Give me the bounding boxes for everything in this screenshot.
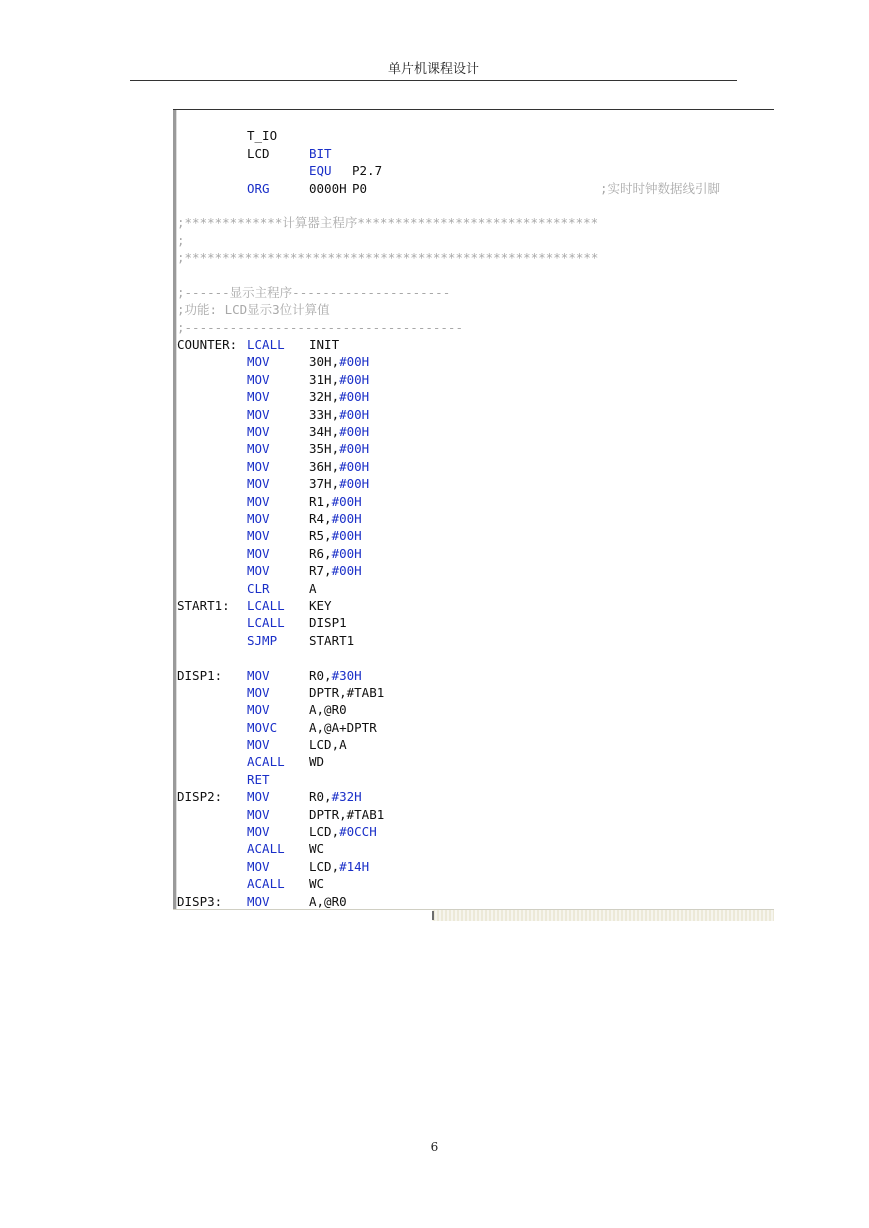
code-operand-text: R5, [309, 528, 332, 544]
code-mnemonic: MOV [247, 806, 270, 822]
code-operand-text: 36H, [309, 458, 340, 474]
comment-line [177, 214, 774, 231]
code-editor[interactable] [173, 109, 774, 921]
code-operand [309, 840, 324, 857]
code-immediate: #14H [339, 858, 370, 874]
code-operand [309, 858, 369, 875]
code-operand-text: R0, [309, 789, 332, 805]
code-operand-text: 32H, [309, 389, 340, 405]
code-label: DISP2: [177, 789, 223, 805]
code-label: COUNTER: [177, 337, 238, 353]
code-operand [309, 180, 347, 197]
code-label: DISP1: [177, 667, 223, 683]
code-line [177, 336, 774, 353]
code-operand [309, 684, 384, 701]
code-comment: ;------------------------------------- [177, 319, 463, 335]
code-mnemonic: MOV [247, 702, 270, 718]
code-operand-text: INIT [309, 337, 340, 353]
code-operand-text: 35H, [309, 441, 340, 457]
code-operand-text: 37H, [309, 476, 340, 492]
code-line [177, 440, 774, 457]
code-operand-text: LCD,A [309, 737, 347, 753]
code-operand [309, 719, 377, 736]
code-immediate: #00H [339, 441, 370, 457]
code-mnemonic: SJMP [247, 632, 278, 648]
scrollbar-thumb[interactable] [432, 911, 434, 920]
code-operand-text: WC [309, 876, 325, 892]
code-operand-text: DPTR,#TAB1 [309, 684, 385, 700]
code-immediate: #00H [331, 493, 362, 509]
code-mnemonic: MOV [247, 545, 270, 561]
code-line [177, 353, 774, 370]
code-label: DISP3: [177, 893, 223, 909]
code-operand [309, 597, 332, 614]
comment-line [177, 232, 774, 249]
code-line [177, 684, 774, 701]
code-mnemonic: MOV [247, 441, 270, 457]
code-operand-text: A,@R0 [309, 702, 347, 718]
code-mnemonic: MOV [247, 458, 270, 474]
code-operand [309, 562, 362, 579]
code-area[interactable] [177, 110, 774, 910]
code-line [177, 823, 774, 840]
code-line [177, 875, 774, 892]
code-operand-text: KEY [309, 597, 332, 613]
page-header: 单片机课程设计 [387, 62, 479, 77]
code-line [177, 493, 774, 510]
code-operand [309, 580, 317, 597]
page-number: 6 [430, 1140, 439, 1154]
code-operand [309, 371, 369, 388]
code-operand [309, 336, 339, 353]
code-operand [309, 388, 369, 405]
code-operand-text: WD [309, 754, 325, 770]
code-mnemonic: RET [247, 771, 270, 787]
header-rule [130, 80, 737, 81]
code-line [177, 423, 774, 440]
code-immediate: #32H [331, 789, 362, 805]
code-line [177, 597, 774, 614]
code-immediate: #00H [339, 424, 370, 440]
code-mnemonic: CLR [247, 580, 270, 596]
code-immediate: #00H [339, 458, 370, 474]
code-operand [309, 423, 369, 440]
code-line [177, 806, 774, 823]
code-immediate: #00H [339, 371, 370, 387]
code-directive: BIT [309, 145, 332, 161]
code-mnemonic: ACALL [247, 876, 285, 892]
code-line [177, 406, 774, 423]
code-operand [309, 701, 347, 718]
code-line [177, 510, 774, 527]
code-operand-text: 34H, [309, 424, 340, 440]
code-operand-text: A,@R0 [309, 893, 347, 909]
code-operand [309, 632, 354, 649]
code-immediate: #00H [339, 389, 370, 405]
code-immediate: #00H [331, 510, 362, 526]
code-operand-text: 31H, [309, 371, 340, 387]
code-comment: ;实时时钟数据线引脚 [600, 180, 721, 196]
code-mnemonic: MOV [247, 476, 270, 492]
code-comment: ;******************************************************* [177, 250, 599, 266]
code-operand [309, 493, 362, 510]
code-mnemonic: MOV [247, 371, 270, 387]
code-operand [309, 406, 369, 423]
code-operand-text: START1 [309, 632, 355, 648]
code-mnemonic: MOV [247, 510, 270, 526]
code-mnemonic: MOV [247, 528, 270, 544]
code-mnemonic: MOV [247, 667, 270, 683]
code-mnemonic: ORG [247, 180, 270, 196]
code-line [177, 840, 774, 857]
code-line [177, 562, 774, 579]
code-operand-text: R7, [309, 563, 332, 579]
code-operand-text: DISP1 [309, 615, 347, 631]
code-operand [309, 788, 362, 805]
code-operand [309, 875, 324, 892]
code-comment: ;功能: LCD显示3位计算值 [177, 302, 330, 318]
code-operand [309, 736, 347, 753]
blank-line [177, 649, 774, 666]
code-line [177, 458, 774, 475]
code-line [177, 545, 774, 562]
code-operand [309, 753, 324, 770]
code-operand [309, 475, 369, 492]
code-line [177, 788, 774, 805]
code-label: START1: [177, 597, 230, 613]
code-line [177, 736, 774, 753]
code-operand [309, 823, 377, 840]
code-line [177, 614, 774, 631]
code-operand [309, 458, 369, 475]
comment-line [177, 319, 774, 336]
code-operand [309, 510, 362, 527]
code-operand-text: LCD, [309, 824, 340, 840]
horizontal-scrollbar[interactable] [173, 909, 774, 921]
code-operand [309, 545, 362, 562]
code-label: LCD [247, 145, 270, 161]
code-mnemonic: LCALL [247, 337, 285, 353]
code-operand [309, 667, 362, 684]
code-mnemonic: LCALL [247, 597, 285, 613]
code-mnemonic: MOV [247, 893, 270, 909]
code-comment: ;*************计算器主程序******************************** [177, 215, 599, 231]
code-line [177, 180, 774, 197]
code-operand [309, 353, 369, 370]
code-operand [309, 893, 347, 910]
blank-line [177, 267, 774, 284]
code-operand-text: A,@A+DPTR [309, 719, 377, 735]
code-operand-text: A [309, 580, 317, 596]
code-operand-text: WC [309, 841, 325, 857]
code-mnemonic: MOV [247, 354, 270, 370]
code-operand-text: 30H, [309, 354, 340, 370]
code-line [177, 632, 774, 649]
code-line [177, 753, 774, 770]
code-line [177, 771, 774, 788]
code-operand-text: R6, [309, 545, 332, 561]
code-line [177, 388, 774, 405]
scrollbar-track-left [173, 910, 432, 921]
blank-line [177, 145, 774, 162]
code-immediate: #00H [339, 476, 370, 492]
code-immediate: #00H [331, 545, 362, 561]
code-mnemonic: MOV [247, 858, 270, 874]
code-immediate: #0CCH [339, 824, 377, 840]
code-immediate: #00H [331, 563, 362, 579]
code-operand-text: LCD, [309, 858, 340, 874]
code-operand-text: R1, [309, 493, 332, 509]
code-line [177, 893, 774, 910]
code-immediate: #00H [331, 528, 362, 544]
code-line [177, 719, 774, 736]
code-mnemonic: ACALL [247, 754, 285, 770]
code-line [177, 858, 774, 875]
code-operand [309, 440, 369, 457]
code-mnemonic: MOV [247, 424, 270, 440]
code-mnemonic: MOVC [247, 719, 278, 735]
code-immediate: #00H [339, 406, 370, 422]
code-mnemonic: LCALL [247, 615, 285, 631]
code-directive: EQU [309, 163, 332, 179]
code-operand-text: R0, [309, 667, 332, 683]
code-mnemonic: MOV [247, 684, 270, 700]
comment-line [177, 301, 774, 318]
code-mnemonic: MOV [247, 737, 270, 753]
code-line [177, 527, 774, 544]
code-operand [309, 527, 362, 544]
code-operand: P0 [352, 180, 368, 196]
code-operand: P2.7 [352, 163, 383, 179]
code-label: T_IO [247, 128, 278, 144]
code-operand-text: 0000H [309, 180, 347, 196]
code-comment: ;------显示主程序--------------------- [177, 284, 451, 300]
blank-line [177, 162, 774, 179]
code-line [177, 580, 774, 597]
code-operand-text: DPTR,#TAB1 [309, 806, 385, 822]
code-mnemonic: MOV [247, 389, 270, 405]
code-immediate: #30H [331, 667, 362, 683]
code-mnemonic: MOV [247, 789, 270, 805]
code-line [177, 475, 774, 492]
code-operand [309, 614, 347, 631]
blank-line [177, 197, 774, 214]
code-mnemonic: MOV [247, 406, 270, 422]
comment-line [177, 249, 774, 266]
code-line [177, 701, 774, 718]
code-mnemonic: ACALL [247, 841, 285, 857]
code-operand [309, 806, 384, 823]
comment-line [177, 284, 774, 301]
code-mnemonic: MOV [247, 493, 270, 509]
code-operand-text: 33H, [309, 406, 340, 422]
code-line [177, 667, 774, 684]
code-operand-text: R4, [309, 510, 332, 526]
code-mnemonic: MOV [247, 563, 270, 579]
code-mnemonic: MOV [247, 824, 270, 840]
code-comment: ; [177, 232, 185, 248]
code-immediate: #00H [339, 354, 370, 370]
code-line [177, 371, 774, 388]
